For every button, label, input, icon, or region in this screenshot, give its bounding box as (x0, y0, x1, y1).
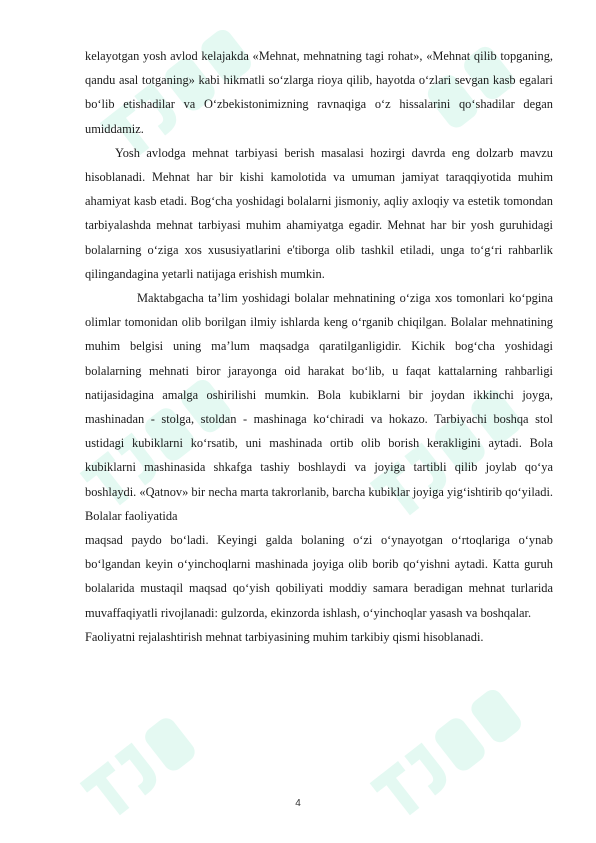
paragraph-1: kelayotgan yosh avlod kelajakda «Mehnat, mehnatning tagi rohat», «Mehnat qilib topganing, qandu asal totganing» kabi hikmatli so‘zlarga rioya qilib, hayotda o‘zlari sevgan kasb egalari bo‘lib etishadilar va O‘zbekistonimizning ravnaqiga o‘z hissalarini qo‘shadilar degan umiddamiz. (85, 49, 553, 136)
paragraph-2: Yosh avlodga mehnat tarbiyasi berish masalasi hozirgi davrda eng dolzarb mavzu hisoblanadi. Mehnat har bir kishi kamolotida va umuman jamiyat taraqqiyotida muhim ahamiyat kasb etadi. Bog‘cha yoshidagi bolalarni jismoniy, aqliy axloqiy va estetik tomondan tarbiyalashda mehnat tarbiyasi muhim ahamiyatga egadir. Mehnat har bir yosh guruhidagi bolalarning o‘ziga xos xususiyatlarini e'tiborga olib tashkil etiladi, unga to‘g‘ri rahbarlik qilingandagina yetarli natijaga erishish mumkin. (85, 145, 553, 281)
page-number: 4 (295, 798, 301, 809)
paragraph-3: Maktabgacha ta’lim yoshidagi bolalar mehnatining o‘ziga xos tomonlari ko‘pgina olimlar tomonidan olib borilgan ilmiy ishlarda keng o‘rganib chiqilgan. Bolalar mehnatining muhim belgisi uning ma’lum maqsadga qaratilganligidir. Kichik bog‘cha yoshidagi bolalarning mehnati biror jarayonga oid harakat bo‘lib, u faqat kattalarning rahbarligi natijasidagina amalga oshirilishi mumkin. Bola kubiklarni bir joydan ikkinchi joyga, mashinadan - stolga, stoldan - mashinaga ko‘chiradi va hokazo. Tarbiyachi boshqa stol ustidagi kubiklarni ko‘rsatib, uni mashinada ortib olib borish kerakligini aytadi. Bola kubiklarni mashinasida shkafga tashiy boshlaydi va joyiga tartibli qilib joylab qo‘ya boshlaydi. «Qatnov» bir necha marta takrorlanib, barcha kubiklar joyiga yig‘ishtirib qo‘yiladi. Bolalar faoliyatida (85, 291, 553, 523)
paragraph-4: maqsad paydo bo‘ladi. Keyingi galda bolaning o‘zi o‘ynayotgan o‘rtoqlariga o‘ynab bo‘lgandan keyin o‘yinchoqlarni mashinada joyiga olib borib qo‘yishni aytadi. Katta guruh bolalarida mustaqil maqsad qo‘yish qobiliyati moddiy samara beradigan mehnat turlarida muvaffaqiyatli rivojlanadi: gulzorda, ekinzorda ishlash, o‘yinchoqlar yasash va boshqalar. (85, 533, 553, 620)
paragraph-5: Faoliyatni rejalashtirish mehnat tarbiyasining muhim tarkibiy qismi hisoblanadi. (85, 629, 484, 644)
document-body (85, 44, 553, 649)
